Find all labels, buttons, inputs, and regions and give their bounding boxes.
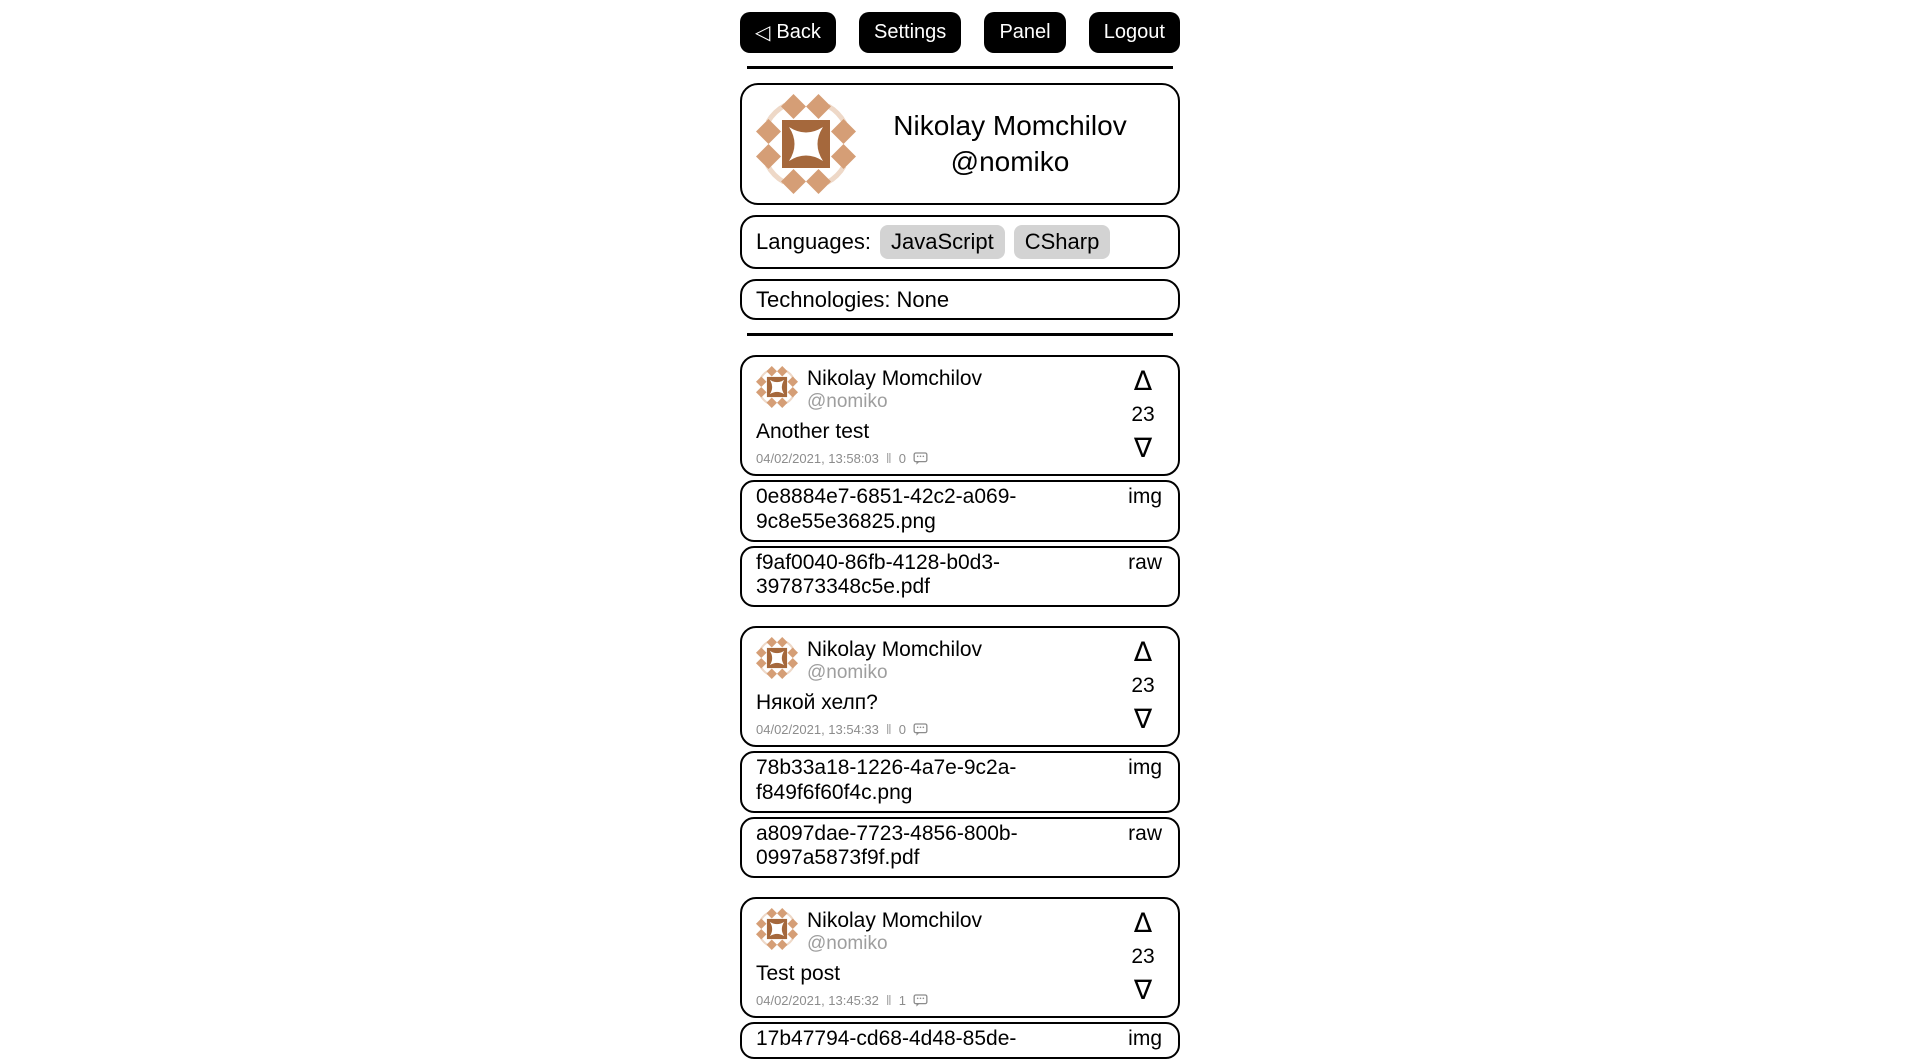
attachment-type-badge: img bbox=[1128, 756, 1162, 780]
attachment-filename: 78b33a18-1226-4a7e-9c2a-f849f6f60f4c.png bbox=[756, 756, 1017, 804]
downvote-button[interactable]: ∇ bbox=[1133, 704, 1153, 736]
profile-name: Nikolay Momchilov bbox=[893, 109, 1127, 141]
attachment-row[interactable] bbox=[740, 546, 1180, 608]
main-column bbox=[740, 0, 1180, 1059]
post-author-avatar bbox=[756, 908, 798, 950]
technologies-label: Technologies: bbox=[756, 286, 891, 312]
attachment-row[interactable] bbox=[740, 1022, 1180, 1059]
vote-column bbox=[1125, 637, 1161, 737]
downvote-button[interactable]: ∇ bbox=[1133, 433, 1153, 465]
post-title: Някой хелп? bbox=[756, 691, 878, 715]
post-header bbox=[756, 366, 1125, 413]
comment-count: 1 bbox=[898, 992, 906, 1008]
post-header bbox=[756, 908, 1125, 955]
attachment-type-badge: raw bbox=[1128, 550, 1162, 574]
post-author-avatar bbox=[756, 637, 798, 679]
back-button[interactable] bbox=[740, 12, 836, 53]
comment-count: 0 bbox=[898, 450, 906, 466]
vote-score: 23 bbox=[1131, 945, 1155, 969]
meta-separator: ‖ bbox=[885, 721, 892, 738]
attachment-type-badge: img bbox=[1128, 485, 1162, 509]
attachment-filename: f9af0040-86fb-4128-b0d3-397873348c5e.pdf bbox=[756, 550, 1001, 599]
post-author-name: Nikolay Momchilov bbox=[807, 367, 983, 390]
panel-button[interactable]: Panel bbox=[984, 12, 1065, 53]
meta-separator: ‖ bbox=[885, 450, 892, 467]
post-card[interactable] bbox=[740, 626, 1180, 747]
post-author-handle: @nomiko bbox=[807, 662, 888, 684]
feed-divider bbox=[747, 333, 1173, 336]
attachment-row[interactable] bbox=[740, 751, 1180, 813]
technologies-value: None bbox=[896, 286, 950, 312]
back-button-label: Back bbox=[776, 21, 821, 43]
settings-button[interactable]: Settings bbox=[859, 12, 961, 53]
post-title: Test post bbox=[756, 962, 841, 986]
post-author-block bbox=[807, 366, 982, 413]
post-timestamp: 04/02/2021, 13:45:32 bbox=[756, 992, 879, 1008]
post-timestamp: 04/02/2021, 13:54:33 bbox=[756, 721, 879, 737]
post-body bbox=[756, 908, 1125, 1008]
post-body bbox=[756, 366, 1125, 466]
attachment-filename: 0e8884e7-6851-42c2-a069-9c8e55e36825.png bbox=[756, 485, 1017, 533]
attachment-row[interactable] bbox=[740, 480, 1180, 542]
vote-score: 23 bbox=[1131, 674, 1155, 698]
post-card[interactable] bbox=[740, 897, 1180, 1018]
attachment-type-badge: raw bbox=[1128, 821, 1162, 845]
languages-label: Languages: bbox=[756, 229, 871, 254]
post-author-handle: @nomiko bbox=[807, 391, 888, 413]
comment-icon bbox=[913, 452, 928, 465]
logout-button[interactable]: Logout bbox=[1089, 12, 1180, 53]
post-author-avatar bbox=[756, 366, 798, 408]
vote-score: 23 bbox=[1131, 403, 1155, 427]
post-card[interactable] bbox=[740, 355, 1180, 476]
technologies-card bbox=[740, 279, 1180, 320]
post-header bbox=[756, 637, 1125, 684]
post-body bbox=[756, 637, 1125, 737]
language-tag: JavaScript bbox=[880, 225, 1005, 259]
upvote-button[interactable]: Δ bbox=[1133, 637, 1153, 669]
post-meta bbox=[756, 450, 1125, 466]
post-author-block bbox=[807, 908, 982, 955]
upvote-button[interactable]: Δ bbox=[1133, 366, 1153, 397]
downvote-button[interactable]: ∇ bbox=[1133, 975, 1153, 1007]
attachment-row[interactable] bbox=[740, 817, 1180, 879]
profile-card bbox=[740, 83, 1180, 205]
languages-card bbox=[740, 215, 1180, 269]
post-group bbox=[740, 355, 1180, 607]
attachment-filename: 17b47794-cd68-4d48-85de- bbox=[756, 1027, 1017, 1051]
post-author-handle: @nomiko bbox=[807, 933, 888, 955]
back-icon: ◁ bbox=[755, 22, 771, 44]
post-title: Another test bbox=[756, 420, 870, 444]
post-meta bbox=[756, 721, 1125, 737]
attachment-filename: a8097dae-7723-4856-800b-0997a5873f9f.pdf bbox=[756, 821, 1018, 870]
post-author-block bbox=[807, 637, 982, 684]
comment-count: 0 bbox=[898, 721, 906, 737]
top-nav bbox=[740, 0, 1180, 53]
profile-avatar bbox=[756, 94, 856, 194]
top-divider bbox=[747, 66, 1173, 69]
post-author-name: Nikolay Momchilov bbox=[807, 909, 983, 933]
post-timestamp: 04/02/2021, 13:58:03 bbox=[756, 450, 879, 466]
post-group bbox=[740, 626, 1180, 878]
profile-handle: @nomiko bbox=[950, 146, 1070, 177]
post-meta bbox=[756, 992, 1125, 1008]
comment-icon bbox=[913, 723, 928, 736]
attachment-type-badge: img bbox=[1128, 1027, 1162, 1051]
post-author-name: Nikolay Momchilov bbox=[807, 638, 983, 662]
profile-names bbox=[856, 108, 1164, 181]
meta-separator: ‖ bbox=[885, 992, 892, 1009]
post-group bbox=[740, 897, 1180, 1059]
comment-icon bbox=[913, 994, 928, 1007]
vote-column bbox=[1125, 366, 1161, 466]
language-tag: CSharp bbox=[1014, 225, 1111, 259]
upvote-button[interactable]: Δ bbox=[1133, 908, 1153, 940]
vote-column bbox=[1125, 908, 1161, 1008]
